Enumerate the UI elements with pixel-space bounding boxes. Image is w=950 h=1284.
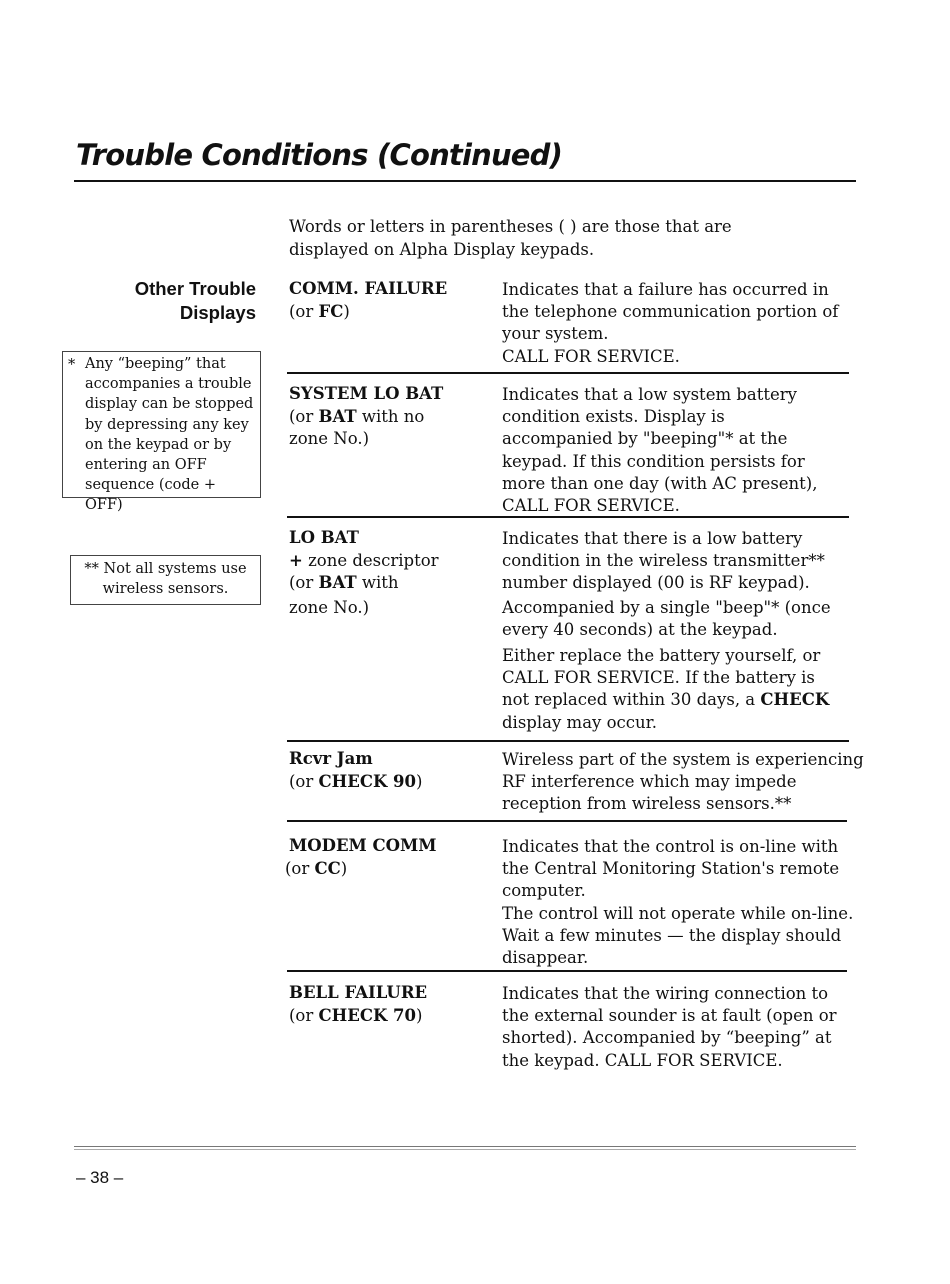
desc-line: CALL FOR SERVICE. If the battery is: [502, 668, 815, 688]
desc-comm-failure: [502, 279, 872, 368]
desc-lo-bat: [502, 528, 872, 734]
code-alt: BAT: [318, 406, 357, 426]
code-descriptor: zone descriptor: [302, 550, 439, 570]
page-number: – 38 –: [76, 1168, 124, 1187]
desc-rcvr-jam: [502, 749, 872, 816]
code-alt: CC: [314, 858, 341, 878]
code-label: MODEM COMM: [289, 836, 437, 855]
desc-line: the keypad. CALL FOR SERVICE.: [502, 1050, 783, 1070]
section-heading: [96, 277, 256, 324]
beeping-note-box: [62, 351, 261, 514]
desc-line: disappear.: [502, 948, 589, 968]
desc-line: condition exists. Display is: [502, 407, 725, 427]
desc-modem-comm: [502, 836, 872, 969]
desc-line: Indicates that the control is on-line with: [502, 837, 839, 856]
code-bell-failure: [289, 982, 489, 1027]
desc-line: reception from wireless sensors.**: [502, 794, 792, 814]
desc-line: the Central Monitoring Station's remote: [502, 859, 840, 879]
beeping-note-text: Any “beeping” that accompanies a trouble display can be stopped by depressing any key on the keypad or by entering an OFF sequence (code + OFF): [85, 356, 254, 514]
code-alt-prefix: (or: [289, 771, 319, 791]
code-extra: zone No.): [289, 597, 370, 617]
desc-line: Indicates that a low system battery: [502, 385, 797, 404]
desc-line: your system.: [502, 324, 609, 344]
desc-line: condition in the wireless transmitter**: [502, 551, 825, 571]
wireless-note-box: [70, 555, 261, 605]
desc-line: the external sounder is at fault (open or: [502, 1006, 837, 1026]
desc-bold-word: CHECK: [760, 690, 830, 710]
row-divider: [287, 820, 847, 822]
code-alt-suffix: ): [343, 301, 350, 321]
section-heading-line-2: Displays: [179, 301, 256, 323]
row-divider: [287, 740, 849, 742]
code-alt: BAT: [318, 573, 357, 592]
code-alt-prefix: (or: [289, 573, 319, 592]
row-divider: [287, 970, 847, 972]
code-comm-failure: [289, 278, 489, 323]
code-alt-prefix: (or: [285, 858, 315, 878]
desc-line: Indicates that the wiring connection to: [502, 984, 829, 1003]
code-extra: zone No.): [289, 429, 370, 448]
code-alt: CHECK 90: [318, 771, 416, 791]
desc-line: Wait a few minutes — the display should: [502, 925, 842, 945]
code-system-lo-bat: [289, 383, 489, 451]
code-alt-suffix: ): [340, 858, 348, 878]
desc-line: display may occur.: [502, 712, 657, 732]
code-label: COMM. FAILURE: [289, 279, 448, 298]
desc-line: keypad. If this condition persists for: [502, 451, 805, 471]
title-rule: [74, 180, 856, 182]
code-alt-suffix: with no: [356, 406, 425, 426]
code-alt-prefix: (or: [289, 1005, 319, 1025]
code-alt: FC: [318, 301, 344, 321]
wireless-note-text: ** Not all systems use wireless sensors.: [84, 561, 247, 598]
desc-line: every 40 seconds) at the keypad.: [502, 619, 778, 639]
desc-line-start: not replaced within 30 days, a: [502, 690, 761, 710]
desc-line: Indicates that there is a low battery: [502, 529, 803, 548]
code-alt-prefix: (or: [289, 406, 319, 426]
code-label: SYSTEM LO BAT: [289, 384, 444, 403]
desc-line: Either replace the battery yourself, or: [502, 646, 821, 666]
footer-rule: [74, 1146, 856, 1150]
desc-line: more than one day (with AC present),: [502, 473, 818, 493]
page-title: Trouble Conditions (Continued): [76, 138, 563, 172]
desc-line: Accompanied by a single "beep"* (once: [502, 597, 831, 617]
desc-line: Indicates that a failure has occurred in: [502, 280, 829, 299]
desc-line: number displayed (00 is RF keypad).: [502, 573, 810, 593]
desc-line: computer.: [502, 881, 586, 901]
desc-line: accompanied by "beeping"* at the: [502, 429, 788, 449]
code-alt-prefix: (or: [289, 301, 319, 321]
note-asterisk: *: [68, 357, 76, 373]
code-alt-suffix: with: [356, 573, 399, 592]
section-heading-line-1: Other Trouble: [134, 278, 256, 299]
desc-line: CALL FOR SERVICE.: [502, 496, 680, 516]
code-label: BELL FAILURE: [289, 983, 428, 1002]
desc-line: the telephone communication portion of: [502, 302, 839, 322]
code-plus: +: [289, 550, 303, 570]
code-modem-comm: [285, 835, 485, 880]
desc-line: The control will not operate while on-line.: [502, 903, 854, 923]
code-alt-suffix: ): [416, 1005, 423, 1025]
code-lo-bat: [289, 527, 489, 619]
code-rcvr-jam: [289, 748, 489, 793]
desc-line: RF interference which may impede: [502, 772, 797, 792]
code-label: Rcvr Jam: [289, 749, 373, 768]
desc-bell-failure: [502, 983, 872, 1072]
desc-line: Wireless part of the system is experiencing: [502, 750, 864, 769]
intro-text: Words or letters in parentheses ( ) are those that are displayed on Alpha Display keypads.: [289, 217, 732, 259]
row-divider: [287, 372, 849, 374]
row-divider: [287, 516, 849, 518]
desc-system-lo-bat: [502, 384, 872, 517]
code-alt: CHECK 70: [318, 1005, 416, 1025]
code-label: LO BAT: [289, 528, 359, 547]
code-alt-suffix: ): [416, 771, 423, 791]
desc-line: CALL FOR SERVICE.: [502, 346, 680, 366]
desc-line: shorted). Accompanied by “beeping” at: [502, 1028, 832, 1048]
